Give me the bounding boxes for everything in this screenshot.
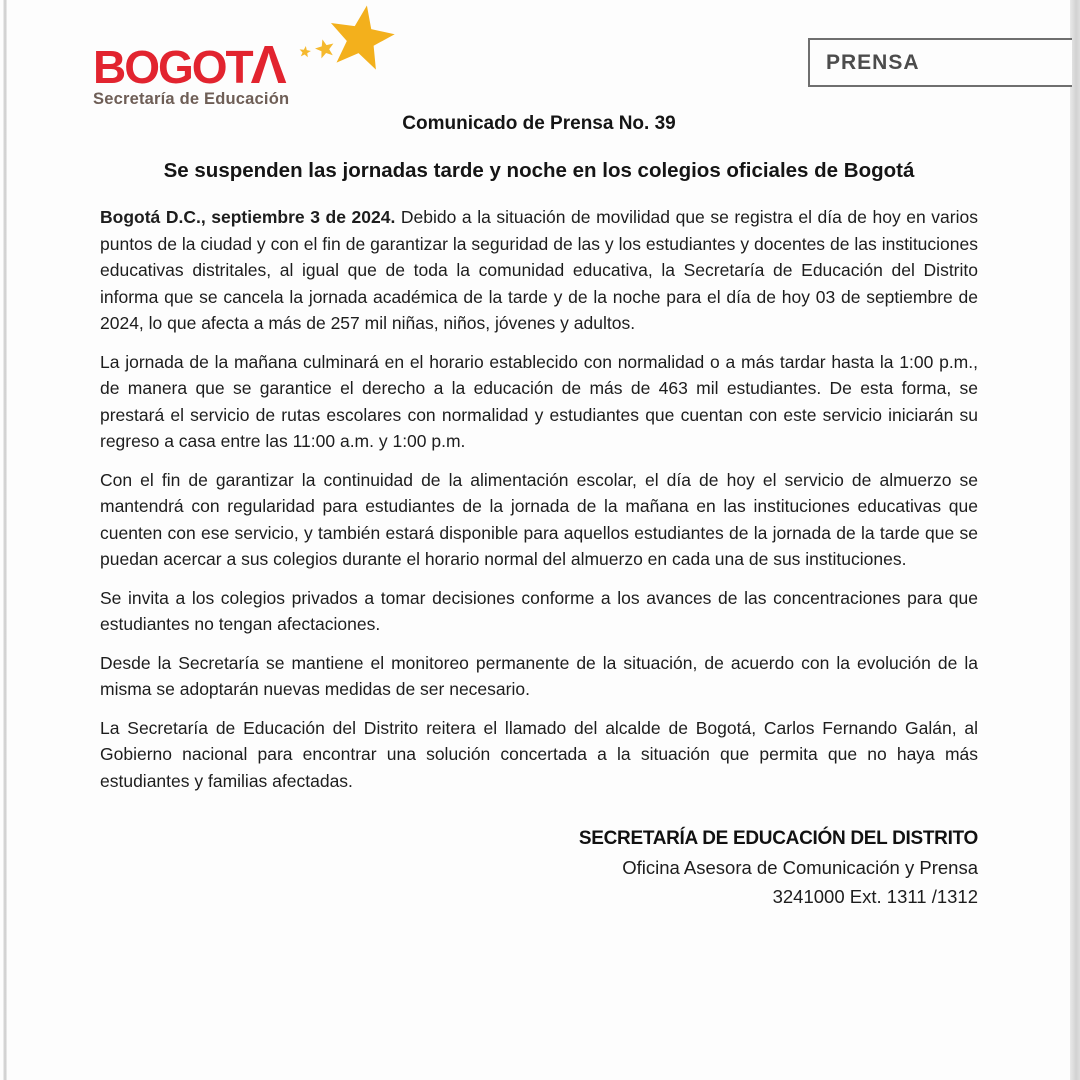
- paragraph-3: [100, 467, 978, 573]
- headline: Se suspenden las jornadas tarde y noche en los colegios oficiales de Bogotá: [163, 159, 915, 182]
- paragraph-1-dateline: Bogotá D.C., septiembre 3 de 2024.: [100, 207, 396, 227]
- prensa-box: [808, 38, 1072, 87]
- prensa-label: PRENSA: [826, 50, 920, 74]
- logo-tagline: Secretaría de Educación: [93, 90, 290, 108]
- paragraph-5-text: Desde la Secretaría se mantiene el monitoreo permanente de la situación, de acuerdo con la evolución de la misma se adoptarán nuevas medidas de ser necesario.: [100, 652, 978, 699]
- logo-caret-mark: Λ: [250, 35, 287, 95]
- star-icon: [283, 0, 433, 84]
- page-edge-left: [3, 0, 7, 1080]
- paragraph-2-text: La jornada de la mañana culminará en el horario establecido con normalidad o a más tardar hasta la 1:00 p.m., de manera que se garantice el derecho a la educación de más de 463 mil estudiantes. De esta forma, se prestará el servicio de rutas escolares con normalidad y estudiantes que cuentan con este servicio iniciarán su regreso a casa entre las 11:00 a.m. y 1:00 p.m.: [100, 351, 978, 451]
- paragraph-6: [100, 715, 978, 795]
- signature-office: Oficina Asesora de Comunicación y Prensa: [622, 857, 978, 878]
- logo-wordmark: [93, 35, 289, 95]
- paragraph-4: [100, 585, 978, 638]
- paragraph-6-text: La Secretaría de Educación del Distrito reitera el llamado del alcalde de Bogotá, Carlos Fernando Galán, al Gobierno nacional para encontrar una solución concertada a la situación que permita que no haya más estudiantes y familias afectadas.: [100, 717, 978, 791]
- paragraph-4-text: Se invita a los colegios privados a tomar decisiones conforme a los avances de las concentraciones para que estudiantes no tengan afectaciones.: [100, 587, 978, 634]
- signature-phone: 3241000 Ext. 1311 /1312: [772, 886, 978, 907]
- paragraph-2: [100, 349, 978, 455]
- signature-block: [100, 824, 978, 911]
- signature-org: SECRETARÍA DE EDUCACIÓN DEL DISTRITO: [578, 828, 978, 849]
- paragraph-1-text: Debido a la situación de movilidad que se registra el día de hoy en varios puntos de la ciudad y con el fin de garantizar la seguridad de las y los estudiantes y docentes de las instituciones educativas distritales, al igual que de toda la comunidad educativa, la Secretaría de Educación del Distrito informa que se cancela la jornada académica de la tarde y de la noche para el día de hoy 03 de septiembre de 2024, lo que afecta a más de 257 mil niñas, niños, jóvenes y adultos.: [100, 207, 978, 333]
- page-edge-right: [1070, 0, 1080, 1080]
- logo-wordmark-text: BOGOT: [93, 41, 252, 93]
- paragraph-1: [100, 204, 978, 337]
- bogota-logo: [93, 30, 289, 109]
- doc-title: Comunicado de Prensa No. 39: [402, 113, 676, 134]
- paragraph-3-text: Con el fin de garantizar la continuidad de la alimentación escolar, el día de hoy el servicio de almuerzo se mantendrá con regularidad para estudiantes de la jornada de la mañana en las instituciones educativas que cuenten con ese servicio, y también estará disponible para aquellos estudiantes de la jornada de la tarde que se puedan acercar a sus colegios durante el horario normal del almuerzo en cada una de sus instituciones.: [100, 469, 978, 569]
- article-body: [100, 105, 978, 911]
- paragraph-5: [100, 650, 978, 703]
